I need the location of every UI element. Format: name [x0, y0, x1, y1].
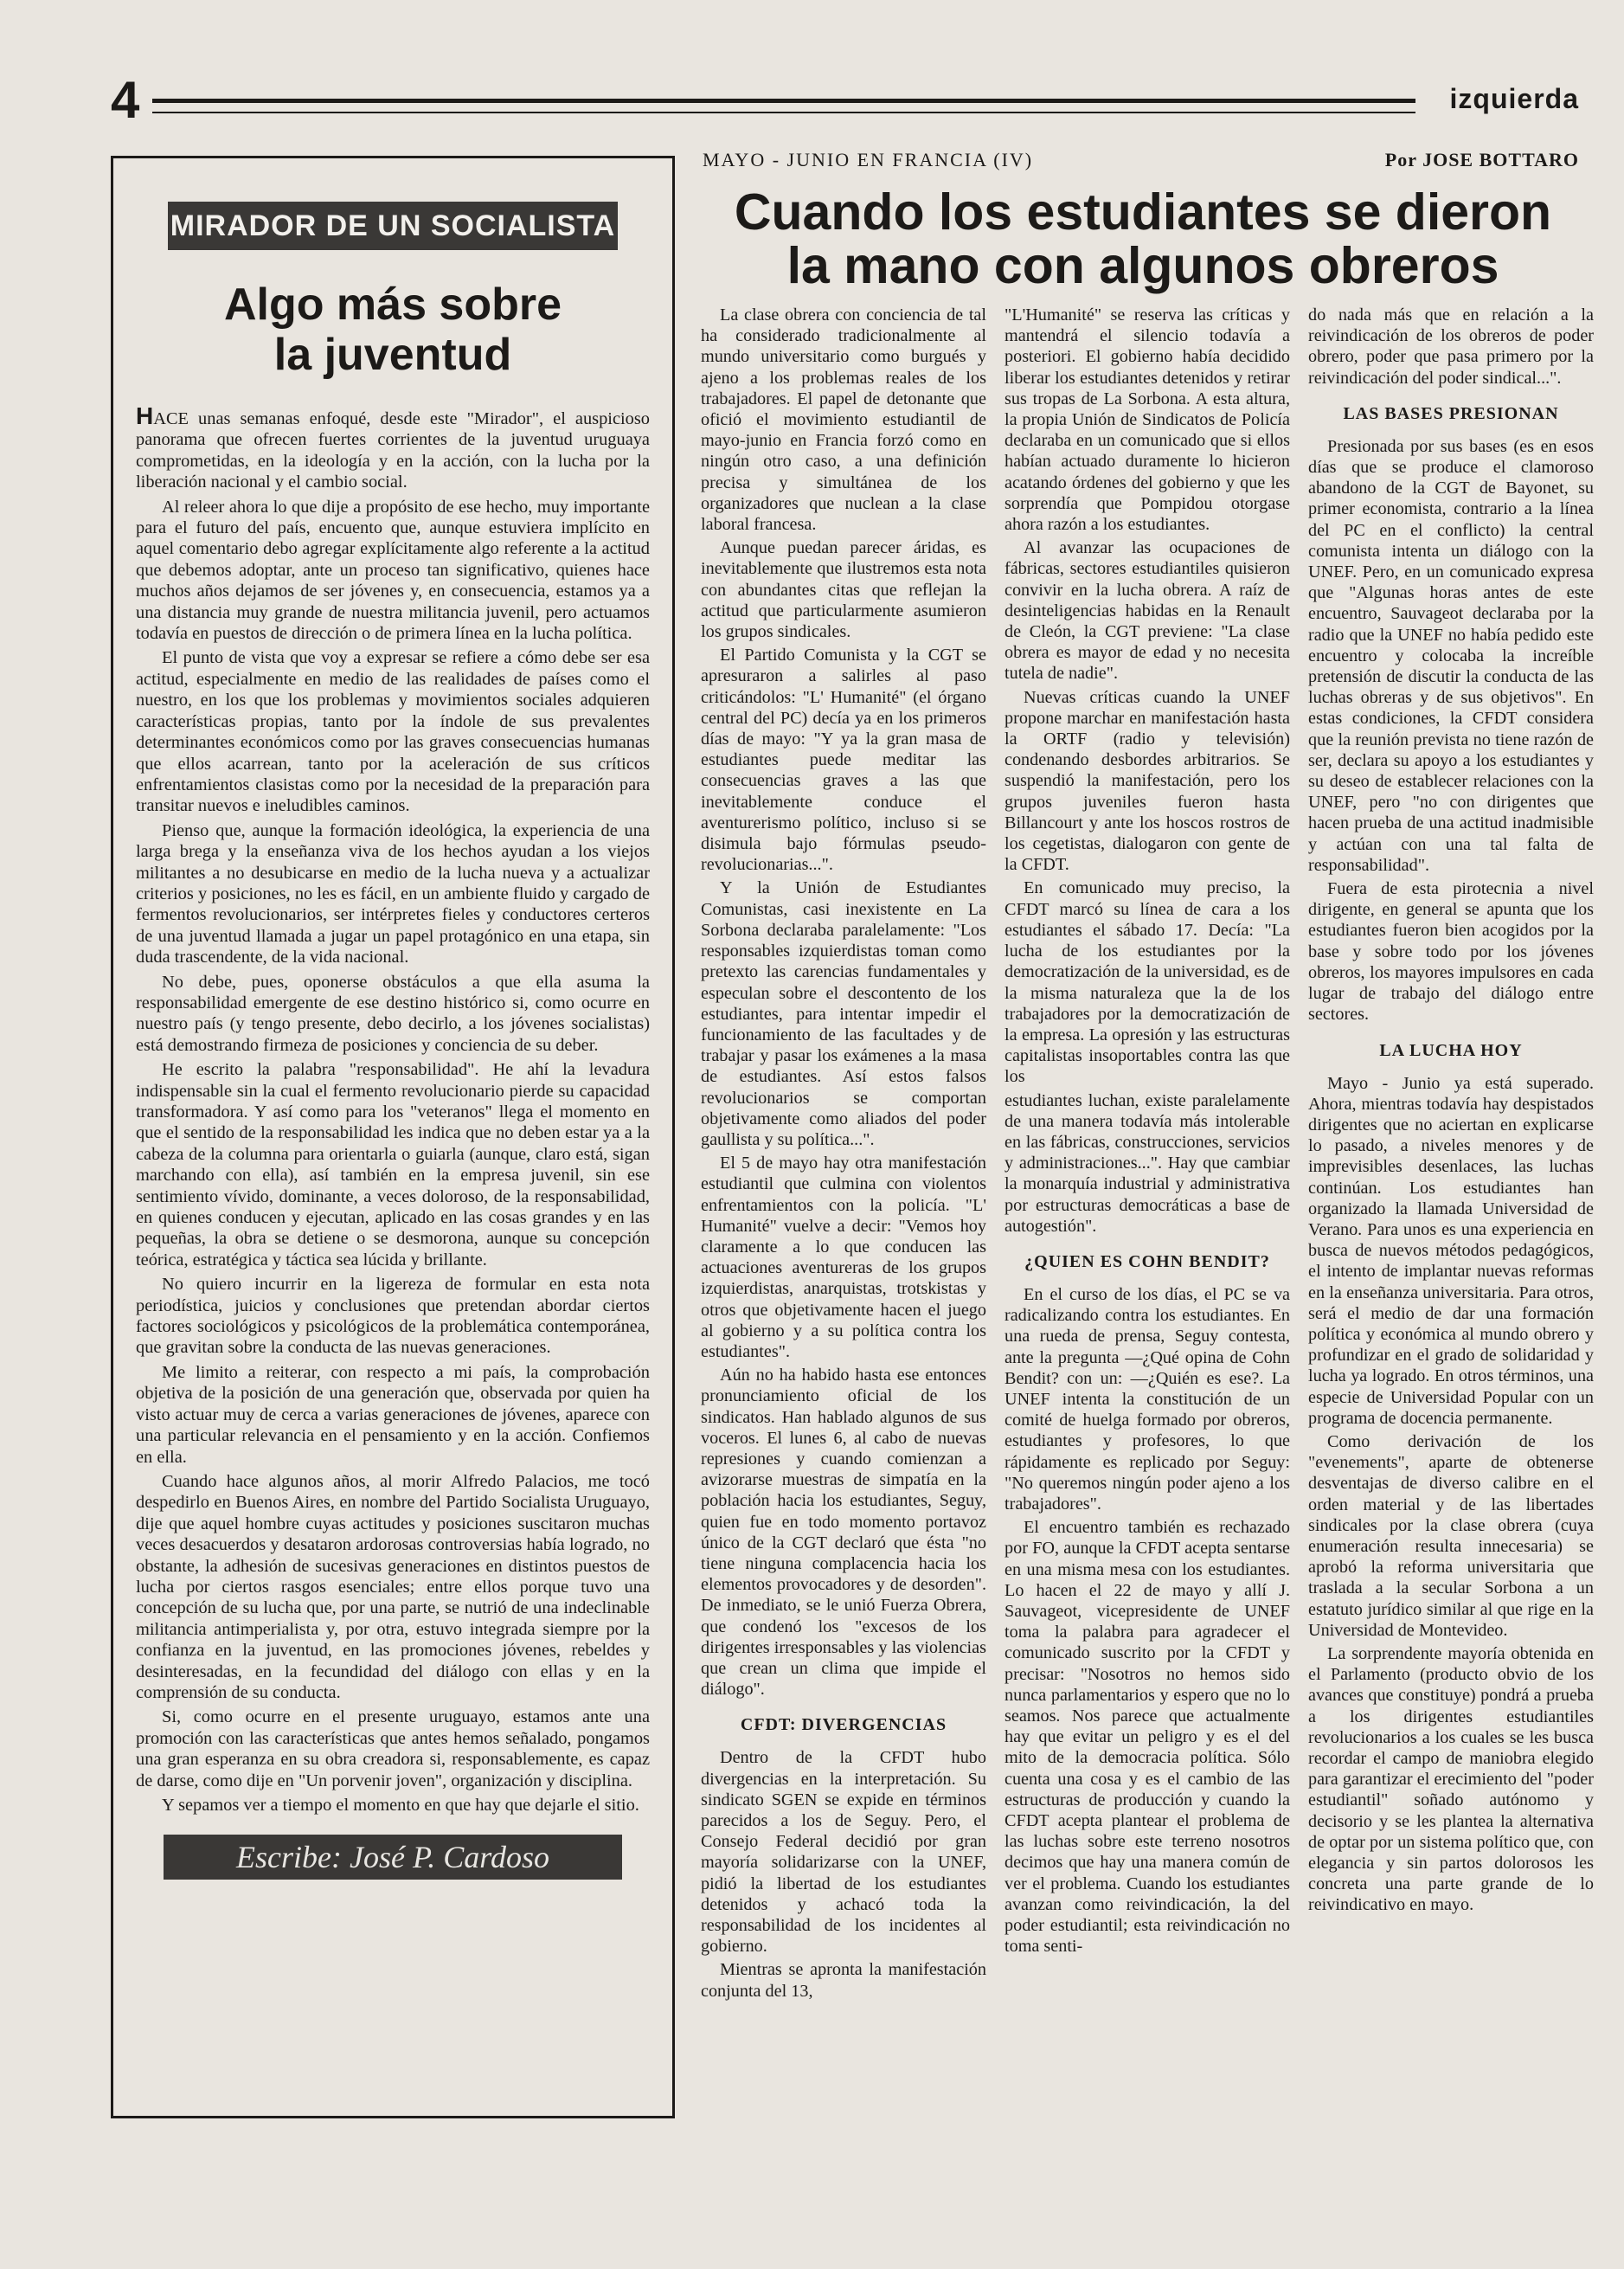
- drop-cap: H: [136, 402, 154, 429]
- column-paragraph: Pienso que, aunque la formación ideológica, la experiencia de una larga brega y la enseñanza viva de los hechos ayudan a los viejos militantes a no desubicarse en medio de la lucha nueva y a actualizar criterios y posiciones, no les es fácil, en un ambiente fluido y cargado de fermentos revolucionarios, ser intérpretes fieles y conductores certeros de una juventud llamada a jugar un papel protagónico en una etapa, sin duda trascendente, de la vida nacional.: [136, 820, 650, 967]
- article-paragraph: Aunque puedan parecer áridas, es inevitablemente que ilustremos esta nota con abundantes citas que reflejan la actitud que particularmente asumieron los grupos sindicales.: [701, 538, 986, 642]
- headline-line: Cuando los estudiantes se dieron: [734, 183, 1552, 241]
- article-paragraph: Mayo - Junio ya está superado. Ahora, mientras todavía hay despistados dirigentes que no aciertan en explicarse lo pasado, a niveles menores y de imprevisibles desenlaces, las luchas continúan. Los estudiantes han organizado la llamada Universidad de Verano. Para unos es una experiencia en busca de nuevos métodos pedagógicos, el intento de implantar nuevas reformas en la enseñanza universitaria. Para otros, será el medio de dar una formación política y económica al mundo obrero y profundizar en el grado de solidaridad y lucha ya logrado. En otros términos, una especie de Universidad Popular con un programa de docencia permanente.: [1308, 1073, 1594, 1428]
- article-paragraph: En el curso de los días, el PC se va radicalizando contra los estudiantes. En una rueda de prensa, Seguy contesta, ante la pregunta —¿Qué opina de Cohn Bendit? con un: —¿Quién es ese?. La UNEF intenta la constitución de un comité de huelga formado por obreros, estudiantes y profesores, lo que rápidamente es replicado por Seguy: "No queremos ningún poder ajeno a los trabajadores".: [1005, 1284, 1290, 1514]
- page-number: 4: [111, 71, 140, 129]
- article-byline: Por JOSE BOTTARO: [1384, 149, 1579, 170]
- article-paragraph: El Partido Comunista y la CGT se apresuraron a salirles al paso criticándolos: "L' Humanité" (el órgano central del PC) decía ya en los primeros días de mayo: "Y ya la gran masa de estudiantes puede meditar las consecuencias graves a las que inevitablemente conduce el aventurerismo político, incluso si se disimula bajo fórmulas pseudo-revolucionarias...".: [701, 646, 986, 875]
- article-paragraph: Aún no ha habido hasta ese entonces pronunciamiento oficial de los sindicatos. Han hablado algunos de sus voceros. El lunes 6, al cabo de nuevas represiones y cuando comienzan a avizorarse muestras de simpatía en la población hacia los estudiantes, Seguy, quien fue en todo momento portavoz único de la CGT declaró que ésta "no tiene ninguna complacencia hacia los elementos provocadores y de desorden". De inmediato, se le unió Fuerza Obrera, que condenó los "excesos de los dirigentes irresponsables y las violencias que crean un clima que impide el diálogo".: [701, 1366, 986, 1700]
- column-paragraph: Me limito a reiterar, con respecto a mi país, la comprobación objetiva de la posición de una generación que, observada por quien ha visto actuar muy de cerca a varias generaciones de jóvenes, aparece con una particular relevancia en el pensamiento y en la acción. Confiemos en ella.: [136, 1362, 650, 1467]
- column-title-line: Algo más sobre: [223, 280, 562, 330]
- article-subheading: ¿QUIEN ES COHN BENDIT?: [1024, 1251, 1270, 1271]
- article-paragraph: Mientras se apronta la manifestación conjunta del 13,: [701, 1960, 986, 2001]
- headline-line: la mano con algunos obreros: [786, 237, 1499, 294]
- article-paragraph: Nuevas críticas cuando la UNEF propone marchar en manifestación hasta la ORTF (radio y televisión) condenando desbordes arbitrarios. Se suspendió la manifestación, pero los grupos juveniles fueron hasta Billancourt y ante los hoscos rostros de los cegetistas, dialogaron con gente de la CFDT.: [1005, 687, 1290, 875]
- column-body: [136, 402, 650, 1816]
- article-headline: [697, 185, 1589, 292]
- article-columns: [701, 305, 1594, 2167]
- article-subheading: CFDT: DIVERGENCIAS: [740, 1715, 947, 1735]
- article-paragraph: La clase obrera con conciencia de tal ha considerado tradicionalmente al mundo universitario como burgués y ajeno a los problemas reales de los trabajadores. El papel de detonante que ofició el movimiento estudiantil de mayo-junio en Francia forzó como en ningún otro caso, a una definición precisa y simultánea de los organizadores que nuclean a la clase laboral francesa.: [701, 305, 986, 535]
- article-column-2: [1005, 305, 1290, 2167]
- article-paragraph: El 5 de mayo hay otra manifestación estudiantil que culmina con violentos enfrentamientos con la policía. "L' Humanité" vuelve a decir: "Vemos hoy claramente a lo que conducen las actuaciones aventureras de los grupos izquierdistas, anarquistas, trotskistas y otros que objetivamente hacen el juego al gobierno y a su política contra los estudiantes".: [701, 1154, 986, 1361]
- article-paragraph: Al avanzar las ocupaciones de fábricas, sectores estudiantiles quisieron convivir en la lucha obrera. A raíz de desinteligencias habidas en la Renault de Cleón, la CGT previene: "La clase obrera es mayor de edad y no necesita tutela de nadie".: [1005, 538, 1290, 684]
- article-paragraph: La sorprendente mayoría obtenida en el Parlamento (producto obvio de los avances que constituye) pondrá a prueba a los dirigentes estudiantiles revolucionarios a los cuales se les busca recordar el campo de maniobra elegido para garantizar el erecimiento del "poder estudiantil" soñado autónomo y decisorio y se les plantea la alternativa de optar por un sistema político que, con elegancia y sin partos dolorosos les concreta una parte grande de lo reivindicativo en mayo.: [1308, 1643, 1594, 1915]
- article-subheading: LAS BASES PRESIONAN: [1343, 403, 1559, 423]
- article-subheading: LA LUCHA HOY: [1379, 1040, 1523, 1060]
- column-kicker: MIRADOR DE UN SOCIALISTA: [168, 202, 618, 250]
- article-paragraph: "L'Humanité" se reserva las críticas y mantendrá el silencio todavía a posteriori. El gobierno había decidido liberar los estudiantes detenidos y retirar sus tropas de La Sorbona. A esta altura, la propia Unión de Sindicatos de Policía declaraba en un comunicado que si ellos habían actuado duramente lo hicieron acatando órdenes del gobierno y que les sorprendía que Pompidou otorgase ahora razón a los estudiantes.: [1005, 305, 1290, 535]
- column-title-line: la juventud: [273, 330, 512, 380]
- column-paragraph: Y sepamos ver a tiempo el momento en que hay que dejarle el sitio.: [162, 1796, 639, 1815]
- column-paragraph: No quiero incurrir en la ligereza de formular en esta nota periodística, juicios y conclusiones que pretendan abordar ciertos factores sociológicos y psicológicos de la problemática contemporánea, que gravitan sobre la conducta de las nuevas generaciones.: [136, 1275, 650, 1358]
- article-paragraph: Presionada por sus bases (es en esos días que se produce el clamoroso abandono de la CGT de Bayonet, su primer economista, contrario a la línea del PC en el conflicto) la central comunista intenta un diálogo con la UNEF. Pero, en un comunicado expresa que "Algunas horas antes de este encuentro, Sauvageot declaraba por la radio que la UNEF no había pedido este encuentro y colocaba la increíble pretensión de discutir la conducta de las luchas obreras y de sus objetivos". En estas condiciones, la CFDT considera que la reunión prevista no tiene razón de ser, declara su apoyo a los estudiantes y su deseo de establecer relaciones con la UNEF, pero "no con dirigentes que hacen prueba de una actitud inadmisible y actúan con una tal falta de responsabilidad".: [1308, 436, 1594, 875]
- mirador-column: [111, 156, 675, 2118]
- article-paragraph: En comunicado muy preciso, la CFDT marcó su línea de cara a los estudiantes el sábado 17. Decía: "La lucha de los estudiantes por la democratización de la universidad, es de la misma naturaleza que la de los trabajadores por la democratización de la empresa. La opresión y las estructuras capitalistas insoportables contra las que los: [1005, 878, 1290, 1087]
- column-signature: Escribe: José P. Cardoso: [164, 1835, 622, 1880]
- column-paragraph: Al releer ahora lo que dije a propósito de ese hecho, muy importante para el futuro del país, encuento que, aunque estuviera implícito en aquel comentario debo agregar explícitamente algo referente a la actitud que debemos adoptar, ante un proceso tan significativo, quienes hace muchos años dejamos de ser jóvenes y, en consecuencia, estamos ya a una distancia muy grande de nuestra militancia juvenil, pero actuamos todavía en puestos de dirección o de primera línea en la lucha política.: [136, 497, 650, 644]
- article-paragraph: El encuentro también es rechazado por FO, aunque la CFDT acepta sentarse en una misma mesa con los estudiantes. Lo hacen el 22 de mayo y allí J. Sauvageot, vicepresidente de UNEF toma la palabra para agradecer el comunicado suscrito por la CFDT y precisar: "Nosotros no hemos sido nunca parlamentarios y espero que no lo seamos. Nos parece que actualmente hay que evitar un peligro y es el del mito de la democracia política. Sólo cuenta una cosa y es el cambio de las estructuras de producción y cuando la CFDT acepta plantear el problema de las luchas sobre este terreno nosotros decimos que hay una manera común de ver el problema. Cuando los estudiantes avanzan como reivindicación, la del poder estudiantil; esta reivindicación no toma senti-: [1005, 1518, 1290, 1957]
- article-paragraph: Dentro de la CFDT hubo divergencias en la interpretación. Su sindicato SGEN se expide en términos parecidos a los de Seguy. Pero, el Consejo Federal decidió por gran mayoría solidarizarse con la UNEF, pidió la libertad de los estudiantes detenidos y achacó toda la responsabilidad de los incidentes al gobierno.: [701, 1748, 986, 1957]
- masthead-rule: [152, 99, 1415, 113]
- column-paragraph: Si, como ocurre en el presente uruguayo, estamos ante una promoción con las características que antes hemos señalado, pongamos una gran esperanza en su obra creadora si, responsablemente, es capaz de darse, como dije en "Un porvenir joven", organización y disciplina.: [136, 1707, 650, 1790]
- article-series: MAYO - JUNIO EN FRANCIA (IV): [703, 149, 1034, 170]
- column-title: [136, 280, 650, 380]
- publication-name: izquierda: [1449, 83, 1579, 114]
- article-column-3: [1308, 305, 1594, 2167]
- column-paragraph: He escrito la palabra "responsabilidad". He ahí la levadura indispensable sin la cual el fermento revolucionario pierde su capacidad transformadora. Y así como para los "veteranos" llega el momento en que el sentido de la responsabilidad les indica que no deben estar ya a la cabeza de la columna para orientarla o guiarla (aunque, claro está, sigan marchando con ella), así también en la empresa juvenil, sin ese sentimiento vívido, dominante, a veces doloroso, de la responsabilidad, en quienes conducen y ejecutan, aplicado en las cosas grandes y en las pequeñas, la obra se detiene o se desmorona, aunque su concepción teórica, estratégica y táctica sea lúcida y brillante.: [136, 1060, 650, 1269]
- article-paragraph: Como derivación de los "evenements", aparte de obtenerse desventajas de diverso calibre en el orden material y de las libertades sindicales por la clase obrera (cuya enumeración resulta innecesaria) se aprobó la reforma universitaria que traslada a la secular Sorbona a un estatuto jurídico similar al que rige en la Universidad de Montevideo.: [1308, 1431, 1594, 1640]
- article-paragraph: Y la Unión de Estudiantes Comunistas, casi inexistente en La Sorbona declaraba paralelamente: "Los responsables izquierdistas toman como pretexto las carencias fundamentales y especulan sobre el descontento de los estudiantes, para intentar impedir el funcionamiento de las facultades y de trabajar y pasar los exámenes a la masa de estudiantes. Así estos falsos revolucionarios se comportan objetivamente como aliados del poder gaullista y su política...".: [701, 878, 986, 1149]
- column-paragraph: No debe, pues, oponerse obstáculos a que ella asuma la responsabilidad emergente de ese destino histórico si, como ocurre en nuestro país (y tengo presente, debo decirlo, a los jóvenes socialistas) está demostrando firmeza de posiciones y conciencia de su deber.: [136, 972, 650, 1055]
- article-column-1: [701, 305, 986, 2167]
- article-paragraph: Fuera de esta pirotecnia a nivel dirigente, en general se apunta que los estudiantes fueron bien acogidos por la base y sobre todo por los jóvenes obreros, los mayores impulsores en cada lugar de trabajo del diálogo entre sectores.: [1308, 879, 1594, 1025]
- column-paragraph: Cuando hace algunos años, al morir Alfredo Palacios, me tocó despedirlo en Buenos Aires, en nombre del Partido Socialista Uruguayo, dije que aquel hombre cuyas actitudes y posiciones suscitaron muchas veces desacuerdos y desataron ardorosas controversias había logrado, no obstante, la adhesión de sucesivas generaciones en distintos puestos de lucha por ciertos rasgos esenciales; entre ellos porque tuvo una concepción de su lucha que, por una parte, se nutrió de una indeclinable militancia antimperialista y, por otra, estuvo integrada siempre por la confianza en la juventud, en las promociones jóvenes, rebeldes y desinteresadas, en la fecundidad del diálogo con ellas y en la comprensión de su conducta.: [136, 1471, 650, 1702]
- article-paragraph: do nada más que en relación a la reivindicación de los obreros de poder obrero, poder que pasa primero por la reivindicación del poder sindical...".: [1308, 305, 1594, 388]
- column-paragraph: HACE unas semanas enfoqué, desde este "Mirador", el auspicioso panorama que ofrecen fuertes corrientes de la juventud uruguaya comprometidas, en la ideología y en la acción, con la lucha por la liberación nacional y el cambio social.: [136, 402, 650, 492]
- article-paragraph: estudiantes luchan, existe paralelamente de una manera todavía más intolerable en las fábricas, construcciones, servicios y administraciones...". Hay que cambiar la monarquía industrial y administrativa por estructuras democráticas a base de autogestión".: [1005, 1090, 1290, 1236]
- column-paragraph: El punto de vista que voy a expresar se refiere a cómo debe ser esa actitud, especialmente en medio de las realidades de países como el nuestro, en los que los problemas y movimientos sociales adquieren características propias, tanto por la índole de sus prevalentes determinantes económicos como por las graves consecuencias humanas que ellos acarrean, tanto por la aceleración de sus críticos enfrentamientos clasistas como por la necesidad de la preparación para transitar nuevos e ineludibles caminos.: [136, 648, 650, 816]
